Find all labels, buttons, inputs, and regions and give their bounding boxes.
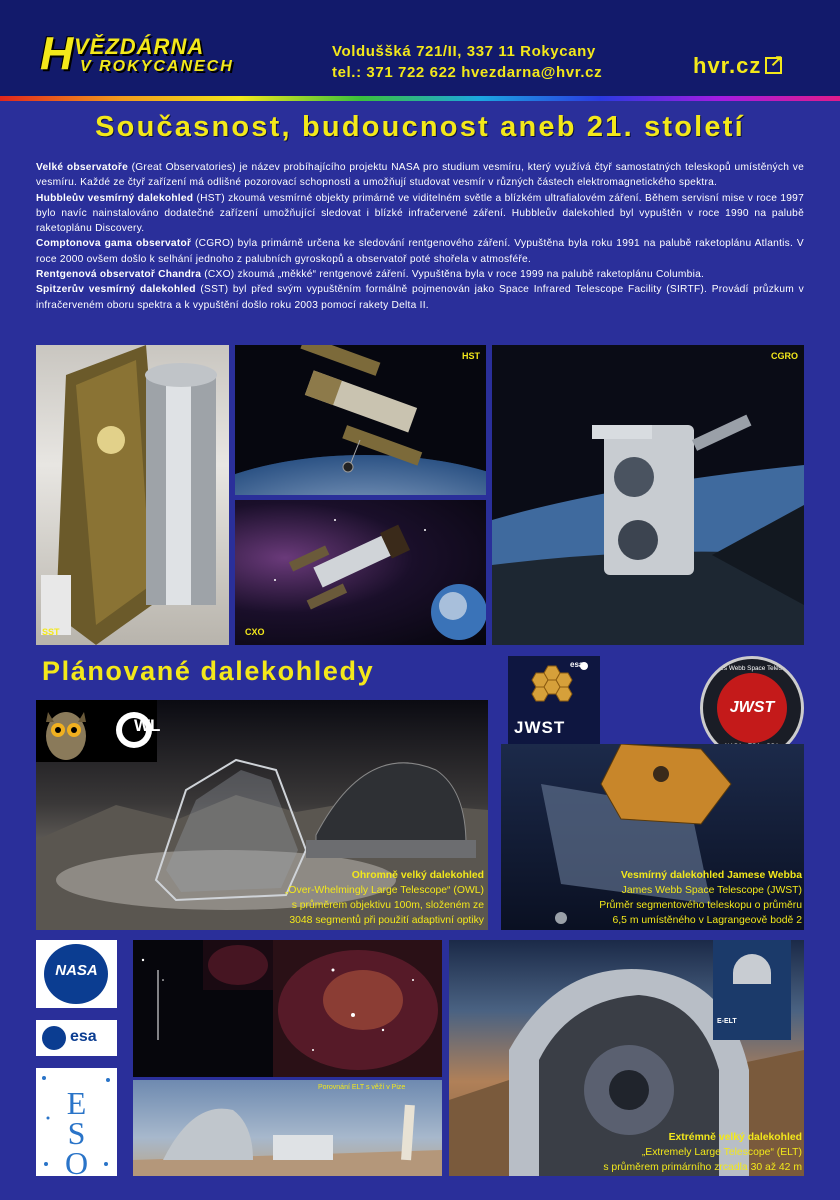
logo-line1: VĚZDÁRNA	[74, 34, 205, 59]
hst-illustration	[235, 345, 486, 495]
label-cgro: CGRO	[771, 351, 798, 361]
contact-block	[332, 41, 602, 83]
elt-badge-text: E-ELT	[717, 1018, 737, 1025]
cxo-image	[235, 500, 486, 645]
paragraph-cgro: Comptonova gama observatoř (CGRO) byla primárně určena ke sledování rentgenového záření. Vypuštěna byla roku 1991 na palubě raketoplánu Atlantis. V roce 2000 ovšem došlo k selhání jednoho z palubních gyroskopů a observatoř poté shořela v atmosféře.	[36, 238, 804, 265]
label-hst: HST	[462, 351, 480, 361]
owl-logo	[36, 700, 161, 762]
paragraph-great-observatories: Velké observatoře (Great Observatories) je název probíhajícího projektu NASA pro studium vesmíru, který využívá čtyř samostatných teleskopů umístěných ve vesmíru. Každé ze čtyř zařízení má odlišné pozorovací schopnosti a umožňují studovat vesmír v různých částech elektromagnetického spektra.	[36, 162, 804, 189]
owl-bird-icon	[36, 700, 96, 762]
owl-caption	[200, 868, 484, 928]
intro-text	[36, 160, 804, 313]
label-cxo: CXO	[245, 627, 265, 637]
logo-letter: H	[40, 27, 74, 79]
hst-image	[235, 345, 486, 495]
cgro-illustration	[492, 345, 804, 645]
esa-small-logo: esa	[570, 660, 584, 669]
jwst-caption	[530, 868, 802, 928]
label-sst: SST	[42, 627, 60, 637]
elt-pisa-illustration	[133, 1080, 442, 1176]
paragraph-sst: Spitzerův vesmírný dalekohled (SST) byl před svým vypuštěním formálně pojmenován jako Space Infrared Telescope Facility (SIRTF). Provádí průzkum v infračerveném oboru spektra a k vypuštění došlo roku 2003 pomocí rakety Delta II.	[36, 284, 804, 311]
paragraph-hst: Hubbleův vesmírný dalekohled (HST) zkoumá vesmírné objekty primárně ve viditelném světle a blízkém ultrafialovém záření. Během servisní mise v roce 1997 bylo navíc nainstalováno dodatečné zařízení umožňující sledovat i blízké infračervené záření. Hubbleův dalekohled byl vypuštěn v roce 1990 na palubě raketoplánu Discovery.	[36, 192, 804, 235]
elt-caption-title: Extrémně velký dalekohled	[668, 1132, 802, 1143]
paragraph-cxo: Rentgenová observatoř Chandra (CXO) zkoumá „měkké“ rentgenové záření. Vypuštěna byla v roce 1999 na palubě raketoplánu Columbia.	[36, 269, 705, 281]
contact-line[interactable]: tel.: 371 722 622 hvezdarna@hvr.cz	[332, 64, 603, 81]
esa-logo	[36, 1020, 117, 1056]
jwst-badge-title: JWST	[729, 699, 775, 716]
elt-caption-line2: s průměrem primárního zrcadla 30 až 42 m	[603, 1162, 802, 1173]
jwst-logo	[508, 656, 600, 744]
jwst-caption-title: Vesmírný dalekohled Jamese Webba	[620, 870, 802, 881]
jwst-caption-line1: James Webb Space Telescope (JWST)	[621, 885, 802, 896]
jwst-badge-top: James Webb Space Telescope	[708, 665, 796, 672]
sst-illustration	[36, 345, 229, 645]
elt-pisa-image	[133, 1080, 442, 1176]
elt-badge	[713, 940, 791, 1040]
logo-line2: V ROKYCANECH	[80, 58, 234, 75]
owl-logo-text: WL	[134, 716, 161, 735]
sst-image	[36, 345, 229, 645]
address: Volduššká 721/II, 337 11 Rokycany	[332, 43, 596, 60]
header-bar	[0, 0, 840, 96]
website-text: hvr.cz	[693, 53, 762, 78]
cgro-image	[492, 345, 804, 645]
eso-logo	[36, 1068, 117, 1176]
website-link[interactable]	[693, 53, 782, 79]
section-title-planned: Plánované dalekohledy	[42, 656, 375, 686]
jwst-caption-line3: 6,5 m umístěného v Lagrangeově bodě 2	[612, 915, 802, 926]
eso-logo-text: ESO	[64, 1085, 89, 1176]
elt-nebula-image	[133, 940, 442, 1077]
cxo-illustration	[235, 500, 486, 645]
observatory-logo[interactable]	[40, 27, 310, 82]
esa-circle-icon	[42, 1026, 66, 1050]
esa-logo-text: esa	[70, 1028, 97, 1045]
jwst-logo-text: JWST	[514, 718, 566, 737]
elt-caption	[560, 1130, 802, 1175]
rainbow-divider	[0, 96, 840, 101]
owl-caption-title: Ohromně velký dalekohled	[351, 870, 484, 881]
owl-caption-line2: s průměrem objektivu 100m, složeném ze	[291, 900, 484, 911]
elt-compare-caption: Porovnání ELT s věží v Pize	[318, 1084, 406, 1091]
external-link-icon	[765, 57, 782, 74]
nebula-illustration	[133, 940, 442, 1077]
page-title: Současnost, budoucnost aneb 21. století	[95, 111, 745, 143]
nasa-logo	[36, 940, 117, 1008]
nasa-logo-text: NASA	[55, 962, 98, 979]
elt-badge-dome	[733, 954, 771, 984]
elt-caption-line1: „Extremely Large Telescope“ (ELT)	[641, 1147, 802, 1158]
jwst-caption-line2: Průměr segmentového teleskopu o průměru	[599, 900, 802, 911]
owl-caption-line1: „Over-Whelmingly Large Telescope“ (OWL)	[284, 885, 484, 896]
owl-caption-line3: 3048 segmentů při použití adaptivní optiky	[289, 915, 484, 926]
